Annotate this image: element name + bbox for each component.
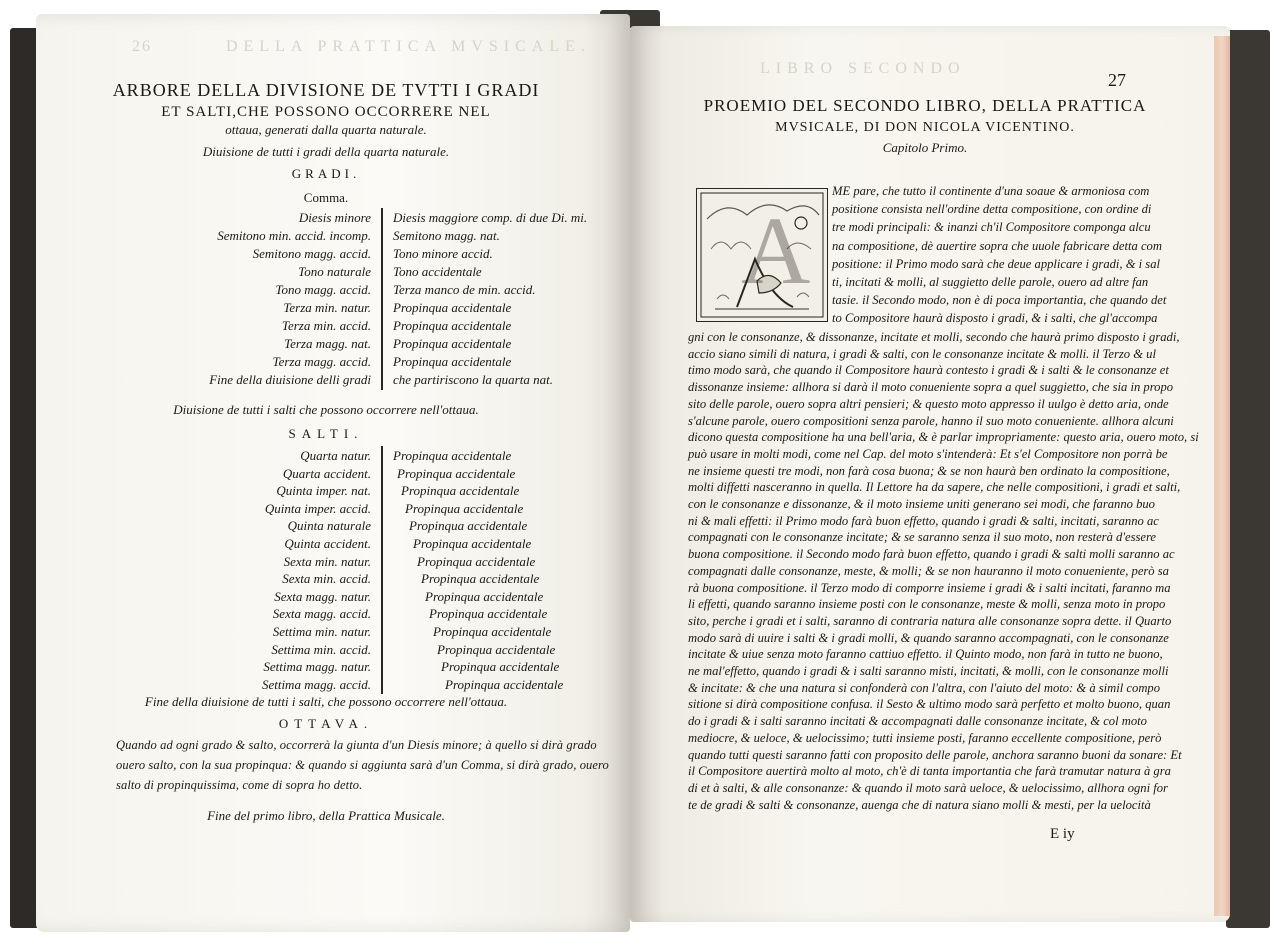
salti-intro: Diuisione de tutti i salti che possono occorrere nell'ottaua. bbox=[173, 402, 479, 417]
text-line: timo modo sarà, che quando il Compositore haurà contesto i gradi & i salti & le consonanze et bbox=[688, 363, 1169, 378]
text-line: ME pare, che tutto il continente d'una soaue & armoniosa com bbox=[832, 184, 1150, 198]
table-cell-left: Quinta accident. bbox=[284, 536, 371, 551]
text-line: incitate & uiue senza moto faranno cattiuo effetto. il Quinto modo, non farà in tutto ne buono, bbox=[688, 647, 1163, 662]
table-cell-left: Quarta natur. bbox=[300, 448, 371, 463]
text-line: tre modi principali: & inanzi ch'il Compositore componga alcu bbox=[832, 220, 1151, 235]
text-line: di et à salti, & alle consonanze: & quando il moto sarà ueloce, & uelocissimo, allhora ogni for bbox=[688, 780, 1168, 795]
text-line: rà buona compositione. il Terzo modo di comporre insieme i gradi & i salti incitati, faranno ma bbox=[688, 580, 1171, 595]
text-line: ne insieme questi tre modi, non farà cosa buona; & se non haurà ben ordinato la compositione, bbox=[688, 463, 1170, 478]
table-cell-left: Terza min. natur. bbox=[283, 300, 371, 315]
table-cell-right: Propinqua accidentale bbox=[433, 624, 552, 639]
table-cell-left: Quinta imper. accid. bbox=[264, 500, 371, 516]
historiated-initial bbox=[696, 188, 828, 322]
salti-heading: SALTI. bbox=[288, 426, 364, 441]
text-line: accio siano simili di natura, i gradi & salti, con le consonanze incitate & molli. il Terzo & ul bbox=[688, 346, 1156, 361]
table-cell-right: Propinqua accidentale bbox=[393, 300, 512, 315]
table-cell-left: Diesis minore bbox=[298, 210, 371, 225]
text-line: ne mal'effetto, quando i gradi & i salti saranno misti, incitati, & molli, con le consonanze molli bbox=[688, 664, 1169, 678]
text-line: il Compositore auertirà molto al moto, ch'è di tanta importantia che farà tramutar natura à gra bbox=[688, 764, 1171, 779]
right-cover-edge bbox=[1226, 30, 1270, 928]
table-cell-left: Settima min. accid. bbox=[271, 641, 371, 657]
page-edge bbox=[1214, 36, 1230, 916]
text-line: ni & mali effetti: il Primo modo farà buon effetto, quando i gradi & salti, incitati, saranno ac bbox=[688, 513, 1159, 528]
text-line: quando tutti questi saranno fatti con proposito delle parole, anchora saranno buoni da sonare: Et bbox=[688, 747, 1182, 762]
text-line: sito, perche i gradi et i salti, saranno di contraria natura alle consonanze sopra dette. il Quarto bbox=[688, 613, 1172, 628]
table-cell-left: Semitono magg. accid. bbox=[252, 246, 371, 261]
text-line: te de gradi & salti & consonanze, auenga che di natura siano molli & mesti, per la uelocità bbox=[688, 797, 1151, 812]
salti-end: Fine della diuisione de tutti i salti, che possono occorrere nell'ottaua. bbox=[144, 694, 508, 709]
table-cell-left: Quinta naturale bbox=[287, 518, 371, 534]
book-end: Fine del primo libro, della Prattica Musicale. bbox=[207, 808, 445, 823]
title-line-1: ARBORE DELLA DIVISIONE DE TVTTI I GRADI bbox=[112, 80, 540, 100]
table-cell-right: Propinqua accidentale bbox=[421, 571, 540, 587]
text-line: sito delle parole, ouero sopra altri pensieri; & questo moto appresso il uulgo è detto aria, onde bbox=[688, 396, 1169, 411]
table-cell-right: Tono minore accid. bbox=[393, 246, 493, 261]
table-cell-left: Terza magg. nat. bbox=[284, 336, 371, 351]
table-cell-left: Settima min. natur. bbox=[272, 624, 371, 639]
proemio-title-2: MVSICALE, DI DON NICOLA VICENTINO. bbox=[775, 120, 1075, 135]
table-cell-right: Semitono magg. nat. bbox=[393, 228, 500, 243]
text-line: positione: il Primo modo sarà che deue applicare i gradi, & i sal bbox=[832, 256, 1160, 271]
text-line: molti diffetti nasceranno in quella. Il Lettore ha da sapere, che nelle compositioni, i gradi et salti, bbox=[688, 480, 1181, 495]
table-cell-right: Propinqua accidentale bbox=[393, 448, 512, 463]
text-line: ti, incitati & molli, al suggietto delle parole, ouero ad altre fan bbox=[832, 275, 1149, 289]
title-line-3: ottaua, generati dalla quarta naturale. bbox=[225, 122, 427, 137]
text-line: dissonanze insieme: allhora si darà il moto conueniente sopra a quel suggietto, che sia in propo bbox=[688, 380, 1174, 395]
text-line: gni con le consonanze, & dissonanze, incitate et molli, secondo che haurà primo disposto i gradi, bbox=[688, 330, 1180, 344]
table-cell-left: Sexta min. accid. bbox=[282, 571, 371, 587]
table-cell-left: Sexta magg. natur. bbox=[274, 588, 371, 604]
table-cell-left: Tono naturale bbox=[298, 264, 371, 279]
running-head-ghost: LIBRO SECONDO bbox=[760, 60, 966, 77]
table-cell-left: Settima magg. accid. bbox=[261, 676, 371, 692]
text-line: con le consonanze e dissonanze, & il moto insieme uniti generano sei modi, che faranno buo bbox=[688, 497, 1155, 511]
salti-divider bbox=[381, 446, 383, 694]
table-cell-right: Propinqua accidentale bbox=[405, 500, 524, 516]
ottava-line: Quando ad ogni grado & salto, occorrerà la giunta d'un Diesis minore; à quello si dirà grado bbox=[116, 738, 597, 752]
table-cell-right: che partiriscono la quarta nat. bbox=[393, 372, 553, 387]
text-line: positione consista nell'ordine detta compositione, con ordine di bbox=[832, 202, 1152, 217]
ottava-line: ouero salto, con la sua propinqua: & quando si aggiunta sarà d'un Comma, si dirà grado, ouero bbox=[116, 758, 609, 772]
text-line: do i gradi & i salti saranno incitati & accompagnati dalle consonanze incitate, & col moto bbox=[688, 714, 1147, 729]
table-cell-left: Terza min. accid. bbox=[281, 318, 371, 333]
gradi-divider bbox=[381, 208, 383, 390]
table-cell-left: Tono magg. accid. bbox=[275, 282, 371, 297]
table-cell-right: Propinqua accidentale bbox=[429, 606, 548, 622]
table-cell-right: Propinqua accidentale bbox=[445, 676, 564, 692]
text-line: & incitate: & che una natura si confonderà con l'altra, con l'aiuto del moto: & à simil compo bbox=[688, 680, 1161, 695]
text-line: tasie. il Secondo modo, non è di poca importantia, che quando det bbox=[832, 293, 1167, 308]
initial-letter: A bbox=[741, 197, 811, 304]
text-line: li effetti, quando saranno insieme posti con le consonanze, meste & molli, senza moto in propo bbox=[688, 597, 1166, 612]
table-cell-left: Sexta min. natur. bbox=[283, 553, 371, 569]
table-cell-left: Sexta magg. accid. bbox=[272, 606, 371, 622]
text-line: to Compositore haurà disposto i gradi, & i salti, che gl'accompa bbox=[832, 311, 1158, 326]
text-line: modo sarà di uuire i salti & i gradi molli, & quando saranno accompagnati, con le consonanze bbox=[688, 630, 1169, 645]
chapter-heading: Capitolo Primo. bbox=[882, 140, 968, 155]
table-cell-right: Propinqua accidentale bbox=[441, 659, 560, 675]
page-number: 27 bbox=[1108, 70, 1126, 90]
table-cell-right: Propinqua accidentale bbox=[401, 483, 520, 499]
title-line-2: ET SALTI,CHE POSSONO OCCORRERE NEL bbox=[161, 104, 491, 120]
table-cell-right: Propinqua accidentale bbox=[393, 336, 512, 351]
running-head-ghost: DELLA PRATTICA MVSICALE. bbox=[226, 38, 591, 55]
text-line: mediocre, & ueloce, & uelocissimo; tutti insieme posti, faranno eccellente compositione, però bbox=[688, 730, 1162, 745]
text-line: buona compositione. il Secondo modo farà buon effetto, quando i gradi & salti molli saranno ac bbox=[688, 547, 1175, 562]
table-cell-left: Quinta imper. nat. bbox=[276, 483, 371, 499]
table-cell-left: Settima magg. natur. bbox=[263, 659, 371, 675]
table-cell-right: Propinqua accidentale bbox=[409, 518, 528, 534]
text-line: compagnati dalle consonanze, meste, & molli; & se non hauranno il moto conueniente, però sa bbox=[688, 563, 1169, 578]
table-cell-right: Propinqua accidentale bbox=[397, 465, 516, 481]
table-cell-right: Diesis maggiore comp. di due Di. mi. bbox=[393, 210, 588, 225]
gradi-heading: GRADI. bbox=[291, 166, 361, 181]
ottava-heading: OTTAVA. bbox=[278, 716, 374, 731]
table-cell-right: Propinqua accidentale bbox=[417, 553, 536, 569]
table-cell-right: Tono accidentale bbox=[393, 264, 482, 279]
text-line: s'alcune parole, ouero compositioni senza parole, hanno il suo moto conueniente. allhora alcuni bbox=[688, 413, 1174, 428]
table-cell-left: Quarta accident. bbox=[282, 465, 371, 481]
proemio-title-1: PROEMIO DEL SECONDO LIBRO, DELLA PRATTICA bbox=[703, 96, 1147, 115]
table-cell-right: Propinqua accidentale bbox=[425, 588, 544, 604]
left-page bbox=[36, 14, 630, 932]
table-cell-left: Semitono min. accid. incomp. bbox=[217, 228, 371, 243]
table-cell-right: Propinqua accidentale bbox=[393, 354, 512, 369]
text-line: dicono questa compositione ha una bell'aria, & è parlar impropriamente: questo aria, ouero moto, si bbox=[688, 430, 1199, 445]
page-number-ghost: 26 bbox=[132, 38, 152, 55]
table-cell-left: Fine della diuisione delli gradi bbox=[209, 372, 371, 387]
table-cell-right: Propinqua accidentale bbox=[437, 641, 556, 657]
text-line: na compositione, dè auertire sopra che uuole fabricare detta com bbox=[832, 238, 1162, 253]
signature-mark: E iy bbox=[1050, 826, 1075, 842]
table-cell-left: Terza magg. accid. bbox=[272, 354, 371, 369]
ottava-line: salto di propinquissima, come di sopra ho detto. bbox=[116, 778, 363, 792]
comma-label: Comma. bbox=[303, 190, 349, 205]
text-line: può usare in molti modi, come nel Cap. del moto s'intenderà: Et s'el Compositore non porrà be bbox=[688, 446, 1168, 461]
text-line: sitione si dirà compositione confusa. il Sesto & ultimo modo sarà perfetto et molto buono, quan bbox=[688, 697, 1171, 712]
table-cell-right: Propinqua accidentale bbox=[393, 318, 512, 333]
right-page bbox=[630, 26, 1230, 922]
table-cell-right: Propinqua accidentale bbox=[413, 536, 532, 551]
table-cell-right: Terza manco de min. accid. bbox=[393, 282, 536, 297]
gradi-intro: Diuisione de tutti i gradi della quarta naturale. bbox=[202, 144, 450, 159]
text-line: compagnati con le consonanze incitate; & se saranno senza il suo moto, non resterà d'essere bbox=[688, 530, 1157, 545]
